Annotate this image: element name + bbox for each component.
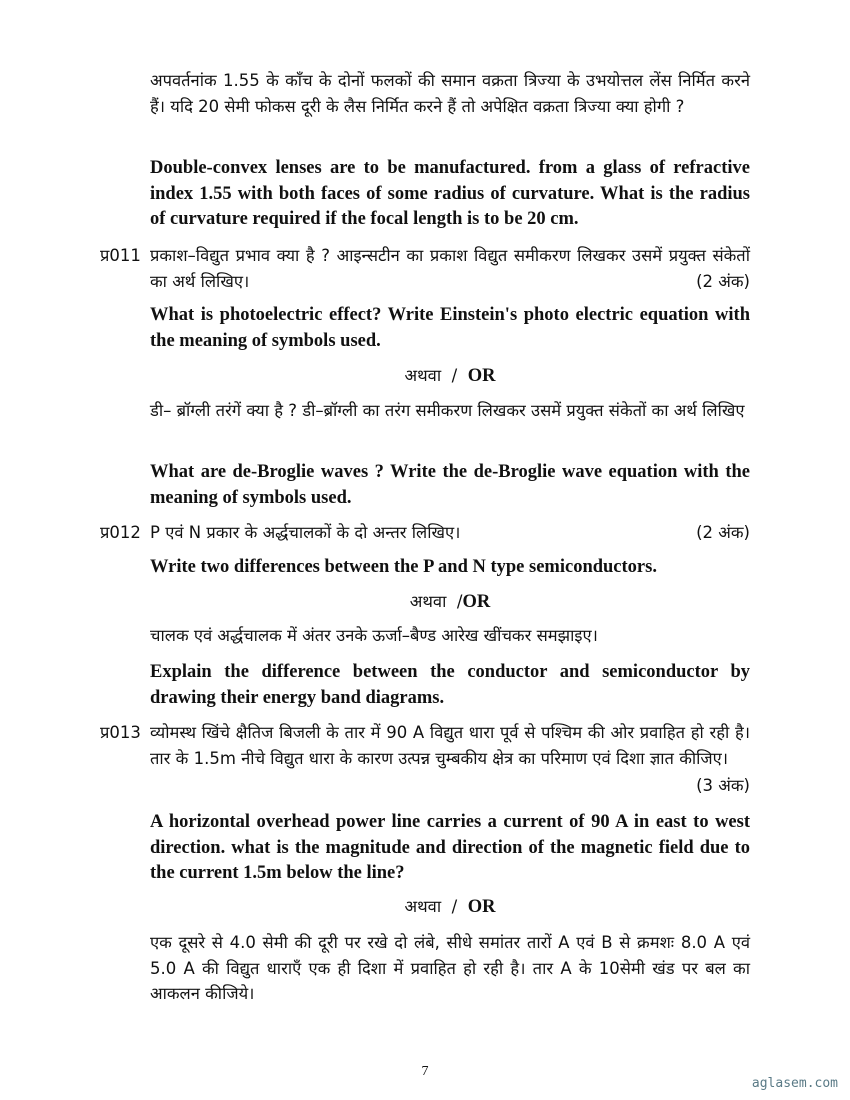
q13-alt-hindi-text: एक दूसरे से 4.0 सेमी की दूरी पर रखे दो लंबे, सीधे समांतर तारों A एवं B से क्रमशः 8.0 A एवं 5.0 A की विद्युत धाराएँ एक ही दिशा में प्रवाहित हो रही है। तार A के 10सेमी खंड पर बल का आकलन कीजिये। — [150, 933, 750, 1003]
or-english: OR — [462, 592, 491, 612]
question-number-12: प्र012 — [100, 523, 141, 542]
or-hindi: अथवा — [409, 592, 447, 611]
q11-or-divider — [150, 363, 750, 389]
intro-hindi-text: अपवर्तनांक 1.55 के काँच के दोनों फलकों की समान वक्रता त्रिज्या के उभयोत्तल लेंस निर्मित करने हैं। यदि 20 सेमी फोकस दूरी के लैस निर्मित करने हैं तो अपेक्षित वक्रता त्रिज्या क्या होगी ? — [150, 71, 750, 116]
q11-alt-hindi-text: डी– ब्रॉग्ली तरंगें क्या है ? डी–ब्रॉग्ली का तरंग समीकरण लिखकर उसमें प्रयुक्त संकेतों का अर्थ लिखिए — [150, 401, 745, 420]
question-number-13: प्र013 — [100, 723, 141, 742]
or-hindi: अथवा — [404, 366, 442, 385]
or-english: OR — [467, 897, 496, 917]
or-separator: / — [451, 366, 458, 385]
q13-english-text: A horizontal overhead power line carries a current of 90 A in east to west direction. what is the magnitude and direction of the magnetic field due to the current 1.5m below the line? — [150, 812, 750, 883]
page-number: 7 — [421, 1064, 429, 1079]
q11-hindi-text: प्रकाश–विद्युत प्रभाव क्या है ? आइन्सटीन का प्रकाश विद्युत समीकरण लिखकर उसमें प्रयुक्त संकेतों का अर्थ लिखिए। — [150, 246, 750, 291]
q12-or-divider — [150, 589, 750, 615]
intro-english-text: Double-convex lenses are to be manufactured. from a glass of refractive index 1.55 with both faces of some radius of curvature. What is the radius of curvature required if the focal length is to be 20 cm. — [150, 158, 750, 229]
q12-alt-english-text: Explain the difference between the conductor and semiconductor by drawing their energy band diagrams. — [150, 662, 750, 708]
q12-hindi-text: P एवं N प्रकार के अर्द्धचालकों के दो अन्तर लिखिए। — [150, 523, 461, 542]
q11-marks: (2 अंक) — [696, 272, 750, 291]
q13-hindi-text: व्योमस्थ खिंचे क्षैतिज बिजली के तार में 90 A विद्युत धारा पूर्व से पश्चिम की ओर प्रवाहित हो रही है। तार के 1.5m नीचे विद्युत धारा के कारण उत्पन्न चुम्बकीय क्षेत्र का परिमाण एवं दिशा ज्ञात कीजिए। — [150, 723, 750, 768]
q12-english-text: Write two differences between the P and N type semiconductors. — [150, 557, 657, 577]
or-separator: / — [456, 592, 463, 611]
q11-alt-english-text: What are de-Broglie waves ? Write the de-Broglie wave equation with the meaning of symbols used. — [150, 462, 750, 508]
q13-or-divider — [150, 894, 750, 920]
q12-alt-hindi-text: चालक एवं अर्द्धचालक में अंतर उनके ऊर्जा–बैण्ड आरेख खींचकर समझाइए। — [150, 626, 598, 645]
q11-english-text: What is photoelectric effect? Write Einstein's photo electric equation with the meaning of symbols used. — [150, 305, 750, 351]
or-english: OR — [467, 366, 496, 386]
or-hindi: अथवा — [404, 897, 442, 916]
watermark: aglasem.com — [751, 1076, 838, 1091]
question-number-11: प्र011 — [100, 246, 141, 265]
or-separator: / — [451, 897, 458, 916]
q12-marks: (2 अंक) — [696, 523, 750, 542]
q13-marks: (3 अंक) — [696, 776, 750, 795]
